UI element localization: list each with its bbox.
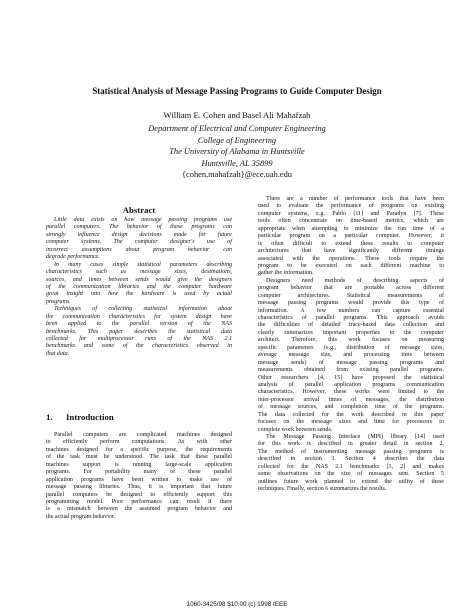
abstract-line: degrade performance.	[46, 254, 100, 261]
abstract-line: that data.	[46, 350, 70, 357]
abstract-line: benchmarks and some of the characteristics observed in	[46, 343, 232, 350]
body-line: clearly summarizes important properties to the computer	[258, 329, 444, 336]
body-line: architect. Therefore, this work focuses on measuring	[258, 337, 444, 344]
abstract-line: programs.	[46, 298, 71, 305]
introduction-text	[46, 432, 232, 521]
body-line: the difficulties of detailed trace-based data collection and	[258, 322, 444, 329]
intro-line: programming model. Poor performance can result if there	[46, 498, 232, 505]
body-line: Designers need methods of describing aspects of	[266, 277, 444, 284]
section-number: 1.	[46, 412, 53, 422]
abstract-line: strongly influence design decisions made for future	[46, 231, 232, 238]
abstract-line: collected for multiprocessor runs of the NAS 2.1	[46, 336, 232, 342]
body-line: described in section 3. Section 4 describes the data	[258, 456, 444, 463]
body-line: computer systems, e.g. Pablo [11] and Paradyn [7]. These	[258, 210, 444, 217]
abstract-line: sources, and times between sends would give the designers	[46, 276, 232, 283]
intro-line: Parallel computers are complicated machines designed	[54, 432, 232, 438]
paper-title: Statistical Analysis of Message Passing Programs to Guide Computer Design	[92, 86, 382, 96]
intro-line: application programs have been written to make use of	[46, 476, 232, 483]
body-line: There are a number of performance tools that have been	[266, 196, 444, 202]
intro-line: machines support is running large-scale application	[46, 461, 232, 468]
paper-authors: William E. Cohen and Basel Ali Mahafzah	[163, 110, 311, 120]
body-line: program behavior that are portable across different	[258, 285, 444, 292]
body-line: focuses on the message sizes and time for processors to	[258, 419, 444, 426]
body-line: used to evaluate the performance of programs on existing	[258, 203, 444, 210]
intro-line: the actual program behavior.	[46, 513, 116, 520]
body-line: computer architectures. Statistical measurements of	[258, 292, 444, 299]
intro-line: parallel computers be designed to efficiently support this	[46, 491, 232, 498]
body-line: characteristics. However, these works were limited to the	[258, 389, 444, 396]
abstract-text	[46, 217, 232, 358]
body-line: architectures that have significantly different timings	[258, 248, 444, 255]
body-line: analysis of parallel application programs communication	[258, 381, 444, 388]
abstract-line: of the communication libraries and the computer hardware	[46, 283, 232, 290]
body-line: for this work is described in greater detail in section 2.	[258, 441, 444, 448]
body-line: The method of instrumenting message passing programs is	[258, 448, 444, 455]
author-email: {cohen,mahafzah}@ece.uah.edu	[182, 170, 292, 180]
abstract-line: been applied to the parallel version of the NAS	[46, 321, 232, 328]
copyright-footer: 1060-3425/98 $10.00 (c) 1998 IEEE	[186, 601, 288, 608]
abstract-line: parallel computers. The behavior of these programs can	[46, 224, 232, 231]
right-column-text	[258, 196, 444, 494]
intro-line: is a mismatch between the assumed program behavior and	[46, 506, 232, 513]
abstract-line: Little data exists on how message passing programs use	[54, 217, 232, 223]
body-line: message sends) of message passing programs and	[258, 359, 444, 366]
body-line: appropriate when attempting to minimize the run time of a	[258, 225, 444, 232]
body-line: outlines future work planned to extend the utility of these	[258, 478, 444, 485]
intro-line: machines designed for a specific purpose, the requirements	[46, 446, 232, 453]
intro-line: message passing libraries. Thus, it is important that future	[46, 484, 232, 491]
abstract-line: characteristics such as message sizes, destinations,	[46, 269, 232, 276]
body-line: some observations on the size of messages sent. Section 5	[258, 471, 444, 478]
abstract-line: the communication characteristics for system design have	[46, 313, 232, 320]
intro-line: programs. For portability many of these parallel	[46, 469, 232, 476]
affiliation-line: Department of Electrical and Computer Engineering	[148, 124, 326, 133]
affiliation-line: Huntsville, AL 35899	[201, 158, 273, 168]
intro-line: of the task must be understood. The task that these parallel	[46, 454, 232, 461]
section-title: Introduction	[66, 412, 114, 422]
body-line: information. A few numbers can capture essential	[258, 307, 444, 314]
intro-line: to efficiently perform computations. As with other	[46, 439, 232, 446]
abstract-line: computer systems. The computer designer's use of	[46, 239, 232, 246]
author-affiliation	[40, 123, 434, 181]
abstract-line: benchmarks. This paper describes the statistical data	[46, 328, 232, 335]
abstract-line: incorrect assumptions about program behavior can	[46, 246, 232, 253]
affiliation-line: The University of Alabama in Huntsville	[169, 147, 305, 157]
body-line: average message size, and processing time between	[258, 352, 444, 359]
introduction-heading	[46, 412, 114, 422]
abstract-line: In many cases simple statistical parameters describing	[54, 261, 232, 268]
body-line: associated with the operations. These tools require the	[258, 255, 444, 262]
body-line: message passing programs would provide this type of	[258, 300, 444, 307]
body-line: The data collected for the work described in this paper	[258, 411, 444, 418]
body-line: complete work between sends.	[258, 426, 333, 433]
body-line: gather the information.	[258, 270, 314, 277]
body-line: measurements obtained from existing parallel programs.	[258, 367, 444, 374]
body-line: Other researchers [4, 15] have proposed the statistical	[258, 374, 444, 381]
body-line: of message sources, and completion time of the programs.	[258, 404, 444, 411]
abstract-heading: Abstract	[122, 205, 156, 215]
abstract-line: Techniques of collecting statistical information about	[54, 306, 232, 313]
body-line: collected for the NAS 2.1 benchmarks [1, 2] and makes	[258, 463, 444, 470]
body-line: techniques. Finally, section 6 summarizes the results.	[258, 486, 387, 493]
body-line: is often difficult to extend these results to computer	[258, 240, 444, 247]
body-line: The Message Passing Interface (MPI) library [14] used	[266, 434, 444, 440]
body-line: particular program on a particular computer. However, it	[258, 233, 444, 240]
body-line: program to be executed on each different machine to	[258, 262, 444, 269]
body-line: specific parameters (e.g., distribution of message sizes,	[258, 344, 444, 351]
body-line: tools often concentrate on time-based metrics, which are	[258, 218, 444, 225]
body-line: inter-processor arrival times of messages, the distribution	[258, 396, 444, 403]
body-line: characteristics of parallel programs. This approach avoids	[258, 315, 444, 321]
abstract-line: great insight into how the hardware is used by actual	[46, 291, 232, 298]
affiliation-line: College of Engineering	[197, 135, 277, 145]
